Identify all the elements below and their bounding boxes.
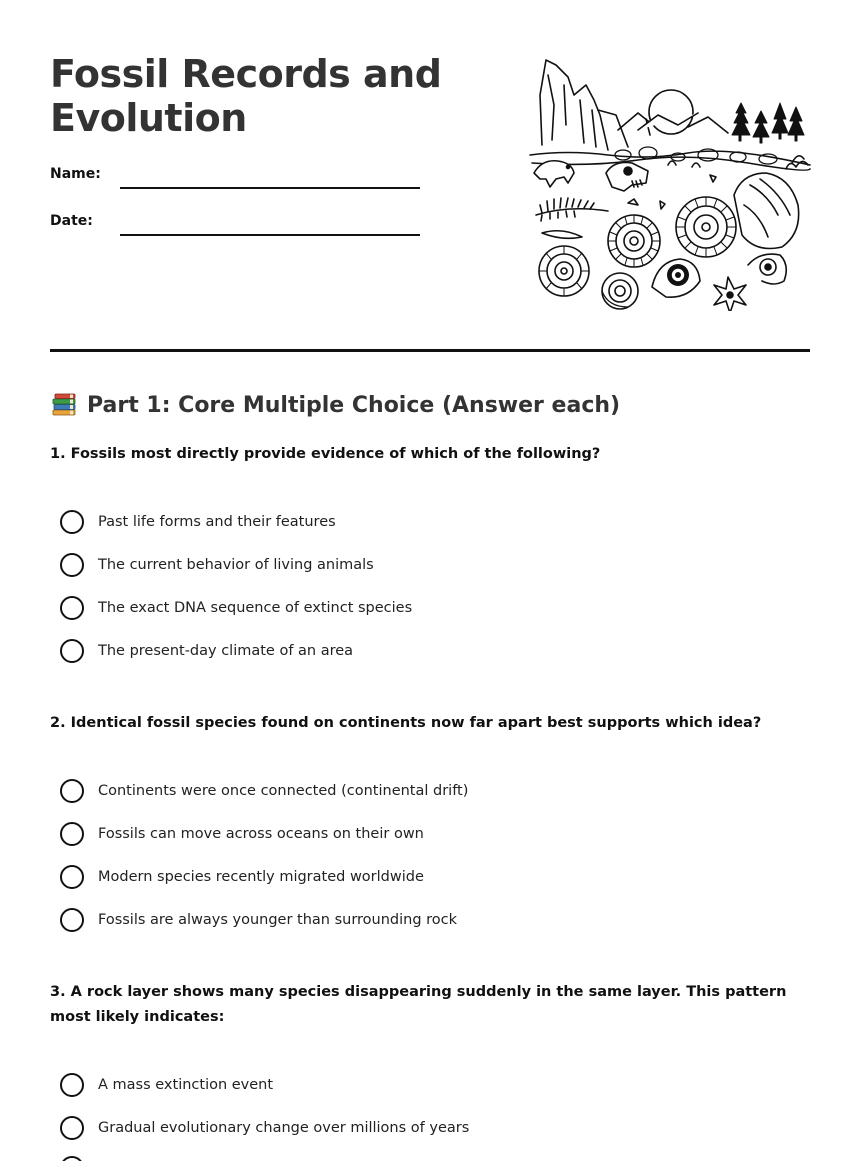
option-label: Fossils can move across oceans on their own	[98, 826, 424, 842]
q1-option-c[interactable]	[60, 595, 412, 621]
radio-button[interactable]	[60, 822, 84, 846]
radio-button[interactable]	[60, 1116, 84, 1140]
q1-option-a[interactable]	[60, 509, 336, 535]
q1-option-d[interactable]	[60, 638, 353, 664]
q1-option-b[interactable]	[60, 552, 374, 578]
q2-option-d[interactable]	[60, 907, 457, 933]
header-divider	[50, 349, 810, 352]
option-label: The current behavior of living animals	[98, 557, 374, 573]
name-label: Name:	[50, 166, 101, 182]
q2-option-c[interactable]	[60, 864, 424, 890]
q2-option-a[interactable]	[60, 778, 468, 804]
option-label: Fossils are always younger than surrounding rock	[98, 912, 458, 928]
question-3: 3. A rock layer shows many species disappearing suddenly in the same layer. This pattern most likely indicates:	[50, 984, 787, 1025]
date-label: Date:	[50, 213, 93, 229]
option-label: Past life forms and their features	[98, 514, 336, 530]
q3-option-a[interactable]	[60, 1072, 273, 1098]
option-label: The exact DNA sequence of extinct species	[98, 600, 413, 616]
radio-button[interactable]	[60, 1073, 84, 1097]
option-label: Modern species recently migrated worldwide	[98, 869, 424, 885]
option-label: Continents were once connected (continental drift)	[98, 783, 469, 799]
date-field[interactable]	[120, 234, 420, 236]
radio-button[interactable]	[60, 865, 84, 889]
name-field[interactable]	[120, 187, 420, 189]
q3-option-b[interactable]	[60, 1115, 469, 1141]
question-1: 1. Fossils most directly provide evidence of which of the following?	[50, 446, 601, 462]
fossil-landscape-illustration	[528, 55, 812, 311]
radio-button[interactable]	[60, 596, 84, 620]
radio-button[interactable]	[60, 510, 84, 534]
section-heading-text: Part 1: Core Multiple Choice (Answer each)	[87, 392, 621, 418]
section-heading	[50, 390, 620, 420]
option-label: The present-day climate of an area	[98, 643, 354, 659]
radio-button[interactable]	[60, 908, 84, 932]
radio-button[interactable]	[60, 553, 84, 577]
question-2: 2. Identical fossil species found on continents now far apart best supports which idea?	[50, 715, 762, 731]
q3-option-c-partial[interactable]	[60, 1155, 98, 1161]
radio-button[interactable]	[60, 779, 84, 803]
books-icon	[50, 391, 78, 419]
option-label: Gradual evolutionary change over millions of years	[98, 1120, 470, 1136]
worksheet-title: Fossil Records and Evolution	[50, 52, 442, 140]
radio-button[interactable]	[60, 639, 84, 663]
q2-option-b[interactable]	[60, 821, 424, 847]
option-label: A mass extinction event	[98, 1077, 274, 1093]
radio-button[interactable]	[60, 1156, 84, 1161]
